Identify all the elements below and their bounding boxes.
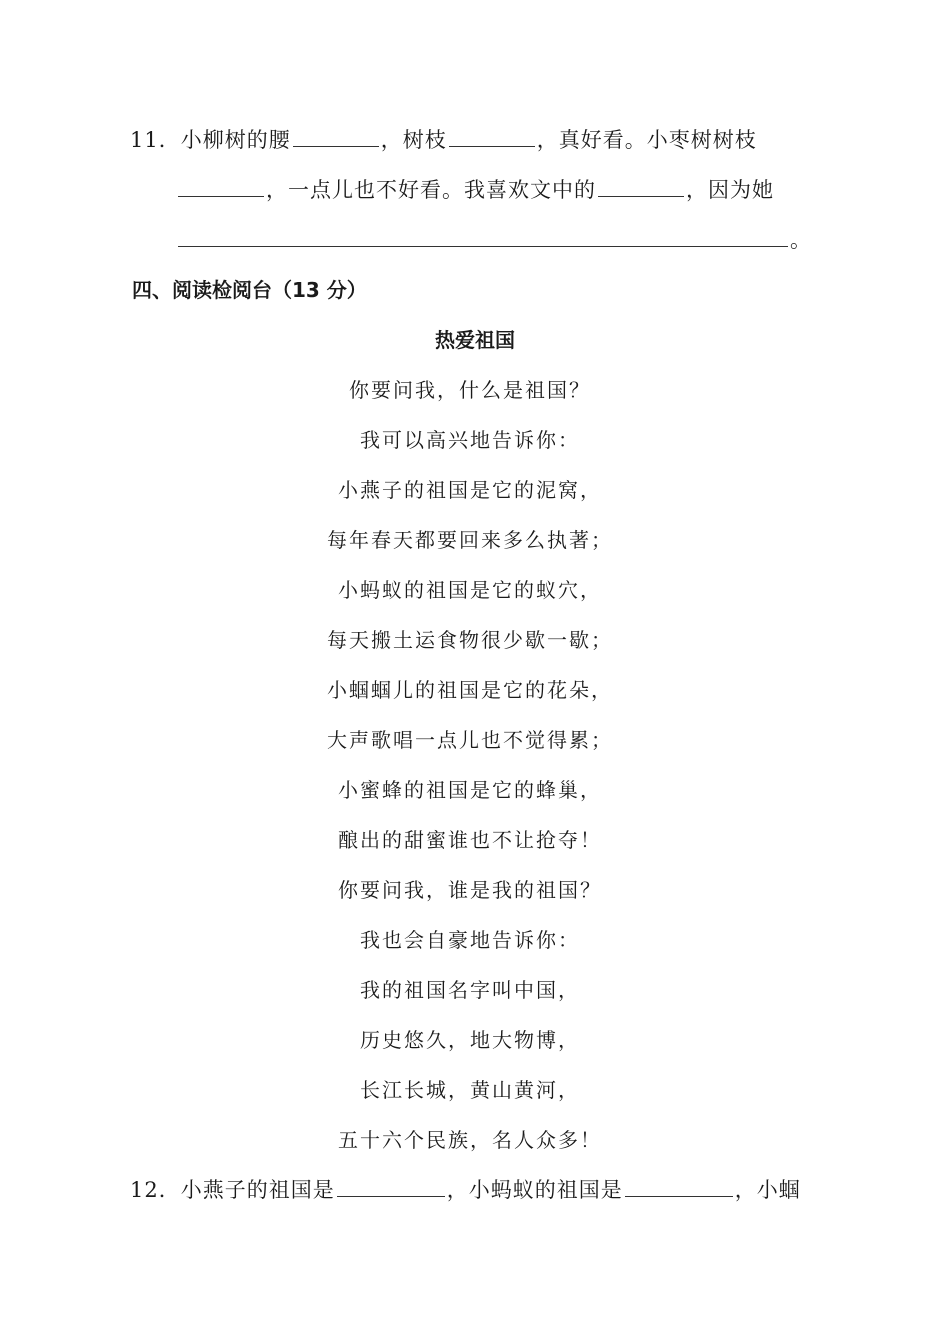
poem-line: 每年春天都要回来多么执著； bbox=[327, 528, 613, 552]
q11-blank-1[interactable] bbox=[293, 126, 379, 147]
q11-line-1 bbox=[130, 126, 757, 154]
q11-blank-5[interactable] bbox=[178, 226, 788, 247]
q11-blank-4[interactable] bbox=[598, 176, 684, 197]
q12-text-c: ，小蝈 bbox=[734, 1178, 801, 1202]
section-4-title: 四、阅读检阅台（13 分） bbox=[132, 278, 367, 302]
poem-line: 长江长城，黄山黄河， bbox=[360, 1078, 580, 1102]
q11-text-b: ，树枝 bbox=[380, 128, 447, 152]
q11-line-3 bbox=[176, 226, 812, 254]
poem-line: 酿出的甜蜜谁也不让抢夺！ bbox=[338, 828, 602, 852]
q11-text-d: ，一点儿也不好看。我喜欢文中的 bbox=[266, 178, 596, 202]
poem-title: 热爱祖国 bbox=[435, 328, 515, 352]
poem-line: 五十六个民族，名人众多！ bbox=[338, 1128, 602, 1152]
poem-line: 小蝈蝈儿的祖国是它的花朵， bbox=[327, 678, 613, 702]
poem-line: 你要问我，谁是我的祖国？ bbox=[338, 878, 602, 902]
q12-text-a: 小燕子的祖国是 bbox=[180, 1178, 335, 1202]
q11-text-c: ，真好看。小枣树树枝 bbox=[536, 128, 757, 152]
poem-line: 我的祖国名字叫中国， bbox=[360, 978, 580, 1002]
q12-line-1 bbox=[130, 1176, 801, 1204]
q11-text-end: 。 bbox=[790, 228, 812, 252]
poem-line: 我也会自豪地告诉你： bbox=[360, 928, 580, 952]
q11-text-a: 小柳树的腰 bbox=[180, 128, 291, 152]
q11-number: 11． bbox=[130, 128, 181, 152]
poem-line: 每天搬土运食物很少歇一歇； bbox=[327, 628, 613, 652]
poem-line: 小燕子的祖国是它的泥窝， bbox=[338, 478, 602, 502]
q11-line-2 bbox=[176, 176, 774, 204]
poem-line: 小蚂蚁的祖国是它的蚁穴， bbox=[338, 578, 602, 602]
q12-text-b: ，小蚂蚁的祖国是 bbox=[446, 1178, 623, 1202]
poem-line: 你要问我，什么是祖国？ bbox=[349, 378, 591, 402]
q12-number: 12． bbox=[130, 1178, 181, 1202]
poem-line: 历史悠久，地大物博， bbox=[360, 1028, 580, 1052]
q11-blank-2[interactable] bbox=[449, 126, 535, 147]
q12-blank-2[interactable] bbox=[625, 1176, 733, 1197]
poem-line: 我可以高兴地告诉你： bbox=[360, 428, 580, 452]
q11-text-e: ，因为她 bbox=[686, 178, 774, 202]
poem-line: 小蜜蜂的祖国是它的蜂巢， bbox=[338, 778, 602, 802]
q11-blank-3[interactable] bbox=[178, 176, 264, 197]
poem-line: 大声歌唱一点儿也不觉得累； bbox=[327, 728, 613, 752]
q12-blank-1[interactable] bbox=[337, 1176, 445, 1197]
